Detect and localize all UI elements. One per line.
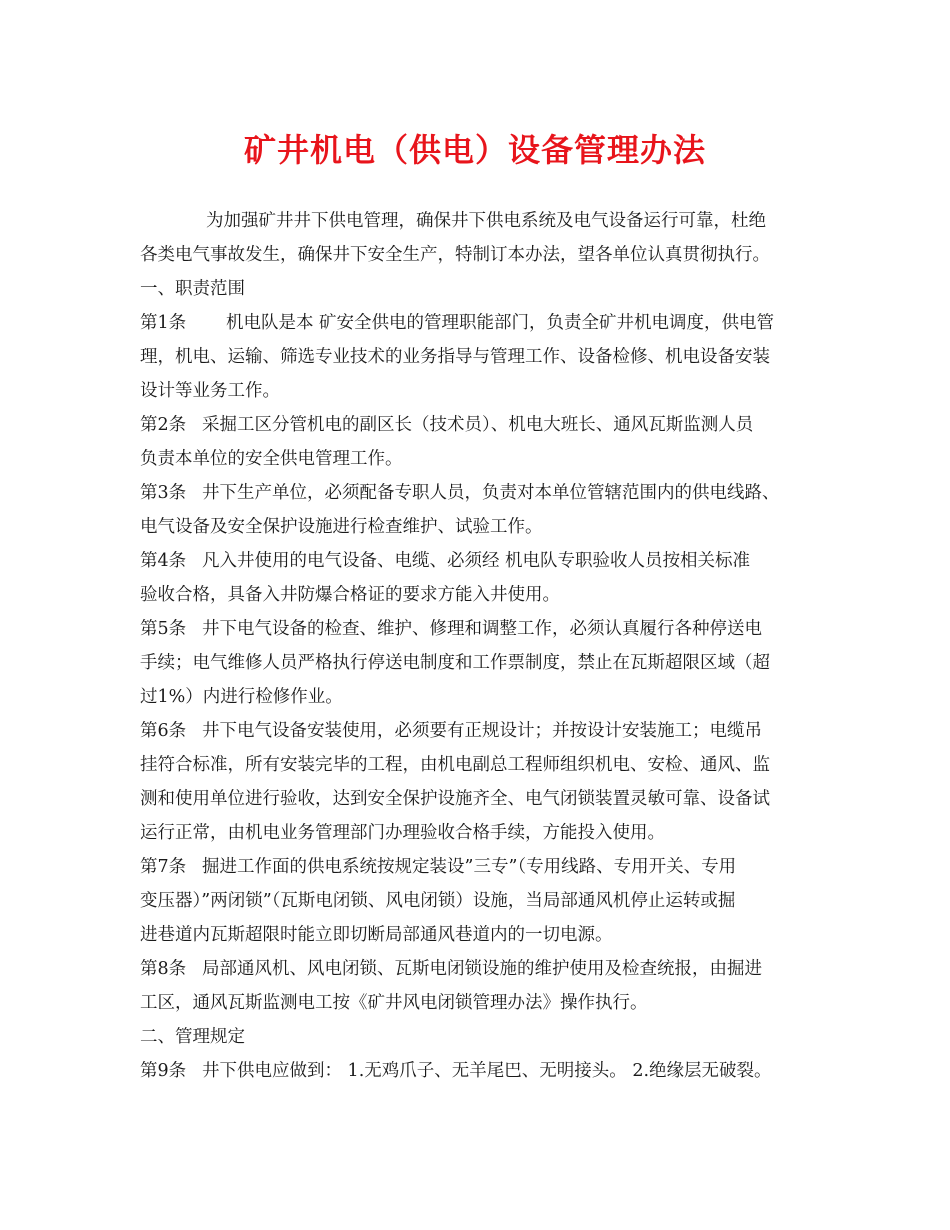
section-heading-regulations: 二、管理规定 (140, 1027, 245, 1047)
article-6-line-1 (140, 714, 820, 748)
article-text: 井下生产单位，必须配备专职人员，负责对本单位管辖范围内的供电线路、 (202, 483, 780, 503)
article-text: 凡入井使用的电气设备、电缆、必须经 机电队专职验收人员按相关标准 (202, 551, 751, 571)
article-3-line-2: 电气设备及安全保护设施进行检查维护、试验工作。 (140, 517, 543, 537)
article-number: 第7条 (140, 857, 187, 877)
article-number: 第4条 (140, 551, 187, 571)
article-8-line-2: 工区，通风瓦斯监测电工按《矿井风电闭锁管理办法》操作执行。 (140, 993, 648, 1013)
article-text: 井下电气设备安装使用，必须要有正规设计；并按设计安装施工；电缆吊 (202, 721, 762, 741)
article-4-line-2: 验收合格，具备入井防爆合格证的要求方能入井使用。 (140, 585, 560, 605)
article-6-line-4: 运行正常，由机电业务管理部门办理验收合格手续，方能投入使用。 (140, 823, 665, 843)
article-text: 局部通风机、风电闭锁、瓦斯电闭锁设施的维护使用及检查统报，由掘进 (202, 959, 762, 979)
article-text: 采掘工区分管机电的副区长（技术员）、机电大班长、通风瓦斯监测人员 (202, 415, 754, 435)
article-6-line-2: 挂符合标准，所有安装完毕的工程，由机电副总工程师组织机电、安检、通风、监 (140, 755, 770, 775)
article-number: 第2条 (140, 415, 187, 435)
article-9-line-1 (140, 1054, 820, 1088)
document-title: 矿井机电（供电）设备管理办法 (243, 131, 706, 169)
article-1-line-3: 设计等业务工作。 (140, 381, 280, 401)
article-number: 第6条 (140, 721, 187, 741)
article-text: 井下供电应做到： 1.无鸡爪子、无羊尾巴、无明接头。 2.绝缘层无破裂。 (202, 1061, 772, 1081)
article-number: 第3条 (140, 483, 187, 503)
section-heading-responsibilities: 一、职责范围 (140, 279, 245, 299)
article-5-line-3: 过1%）内进行检修作业。 (140, 687, 343, 707)
article-number: 第5条 (140, 619, 187, 639)
article-4-line-1 (140, 544, 820, 578)
article-7-line-1 (140, 850, 820, 884)
article-7-line-2: 变压器）”两闭锁”（瓦斯电闭锁、风电闭锁）设施，当局部通风机停止运转或掘 (140, 891, 736, 911)
article-8-line-1 (140, 952, 820, 986)
article-5-line-2: 手续；电气维修人员严格执行停送电制度和工作票制度，禁止在瓦斯超限区域（超 (140, 653, 770, 673)
article-2-line-1 (140, 408, 820, 442)
article-1-line-1 (140, 306, 820, 340)
article-1-line-2: 理，机电、运输、筛选专业技术的业务指导与管理工作、设备检修、机电设备安装 (140, 347, 770, 367)
article-5-line-1 (140, 612, 820, 646)
intro-line-1: 为加强矿井井下供电管理，确保井下供电系统及电气设备运行可靠，杜绝 (206, 211, 766, 231)
article-6-line-3: 测和使用单位进行验收，达到安全保护设施齐全、电气闭锁装置灵敏可靠、设备试 (140, 789, 770, 809)
intro-line-2: 各类电气事故发生，确保井下安全生产，特制订本办法，望各单位认真贯彻执行。 (140, 245, 770, 265)
article-3-line-1 (140, 476, 820, 510)
article-text: 井下电气设备的检查、维护、修理和调整工作，必须认真履行各种停送电 (202, 619, 762, 639)
article-text: 掘进工作面的供电系统按规定装设”三专”（专用线路、专用开关、专用 (202, 857, 737, 877)
article-number: 第1条 (140, 313, 187, 333)
article-7-line-3: 进巷道内瓦斯超限时能立即切断局部通风巷道内的一切电源。 (140, 925, 613, 945)
article-number: 第9条 (140, 1061, 187, 1081)
article-number: 第8条 (140, 959, 187, 979)
document-body (140, 204, 820, 1088)
article-text: 机电队是本 矿安全供电的管理职能部门，负责全矿井机电调度，供电管 (226, 313, 775, 333)
article-2-line-2: 负责本单位的安全供电管理工作。 (140, 449, 403, 469)
